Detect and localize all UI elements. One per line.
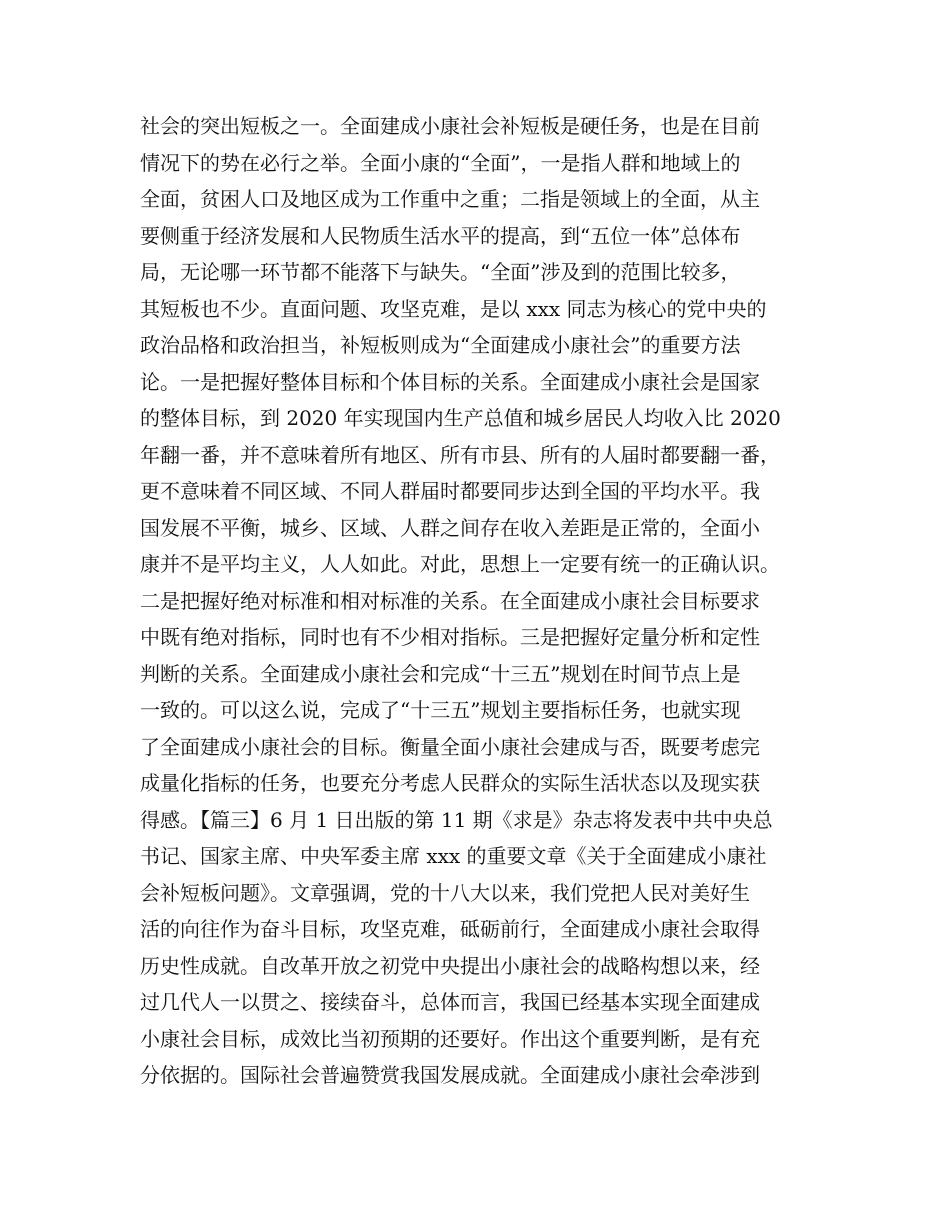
text-line: 局，无论哪一环节都不能落下与缺失。“全面”涉及到的范围比较多， bbox=[140, 260, 741, 284]
text-line: 一致的。可以这么说，完成了“十三五”规划主要指标任务，也就实现 bbox=[140, 698, 741, 722]
text-line: 判断的关系。全面建成小康社会和完成“十三五”规划在时间节点上是 bbox=[140, 661, 741, 686]
text-line: 其短板也不少。直面问题、攻坚克难，是以 xxx 同志为核心的党中央的 bbox=[140, 296, 767, 321]
text-line: 全面，贫困人口及地区成为工作重中之重；二指是领域上的全面，从主 bbox=[140, 187, 760, 211]
text-line: 更不意味着不同区域、不同人群届时都要同步达到全国的平均水平。我 bbox=[140, 479, 760, 503]
text-line: 要侧重于经济发展和人民物质生活水平的提高，到“五位一体”总体布 bbox=[140, 223, 741, 248]
text-line: 活的向往作为奋斗目标，攻坚克难，砥砺前行，全面建成小康社会取得 bbox=[140, 917, 760, 941]
text-line: 情况下的势在必行之举。全面小康的“全面”，一是指人群和地域上的 bbox=[140, 150, 741, 175]
text-line: 得感。【篇三】6 月 1 日出版的第 11 期《求是》杂志将发表中共中央总 bbox=[140, 807, 773, 832]
text-line: 论。一是把握好整体目标和个体目标的关系。全面建成小康社会是国家 bbox=[140, 369, 760, 394]
text-line: 会补短板问题》。文章强调，党的十八大以来，我们党把人民对美好生 bbox=[140, 880, 750, 905]
text-line: 过几代人一以贯之、接续奋斗，总体而言，我国已经基本实现全面建成 bbox=[140, 990, 760, 1014]
text-line: 年翻一番，并不意味着所有地区、所有市县、所有的人届时都要翻一番， bbox=[140, 442, 780, 467]
text-line: 的整体目标，到 2020 年实现国内生产总值和城乡居民人均收入比 2020 bbox=[140, 406, 781, 430]
text-line: 分依据的。国际社会普遍赞赏我国发展成就。全面建成小康社会牵涉到 bbox=[140, 1063, 760, 1087]
text-line: 社会的突出短板之一。全面建成小康社会补短板是硬任务，也是在目前 bbox=[140, 114, 760, 138]
body-text bbox=[140, 108, 830, 1094]
text-line: 国发展不平衡，城乡、区域、人群之间存在收入差距是正常的，全面小 bbox=[140, 515, 760, 540]
text-line: 政治品格和政治担当，补短板则成为“全面建成小康社会”的重要方法 bbox=[140, 333, 741, 357]
text-line: 了全面建成小康社会的目标。衡量全面小康社会建成与否，既要考虑完 bbox=[140, 734, 760, 759]
text-line: 书记、国家主席、中央军委主席 xxx 的重要文章《关于全面建成小康社 bbox=[140, 844, 767, 868]
text-line: 中既有绝对指标，同时也有不少相对指标。三是把握好定量分析和定性 bbox=[140, 625, 760, 649]
text-line: 成量化指标的任务，也要充分考虑人民群众的实际生活状态以及现实获 bbox=[140, 771, 760, 795]
text-line: 小康社会目标，成效比当初预期的还要好。作出这个重要判断，是有充 bbox=[140, 1026, 760, 1051]
text-line: 二是把握好绝对标准和相对标准的关系。在全面建成小康社会目标要求 bbox=[140, 588, 760, 613]
text-line: 康并不是平均主义，人人如此。对此，思想上一定要有统一的正确认识。 bbox=[140, 552, 780, 576]
text-line: 历史性成就。自改革开放之初党中央提出小康社会的战略构想以来，经 bbox=[140, 953, 760, 978]
